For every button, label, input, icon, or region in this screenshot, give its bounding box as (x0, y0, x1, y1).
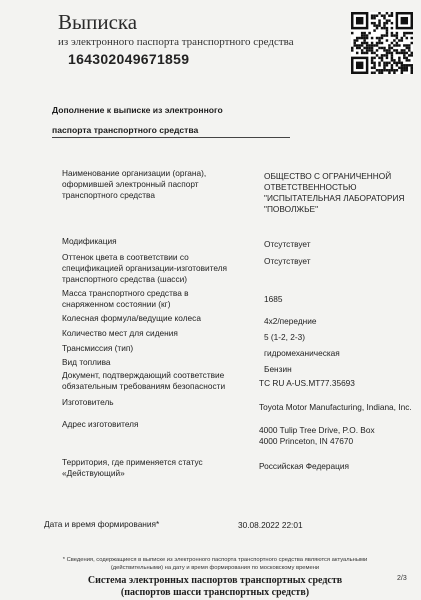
row-label-mass: Масса транспортного средства в снаряженном состоянии (кг) (62, 288, 189, 309)
row-label-color: Оттенок цвета в соответствии со спецификацией организации-изготовителя транспортного средства (шасси) (62, 252, 228, 284)
row-value-mass: 1685 (264, 294, 283, 304)
row-value-organization: ОБЩЕСТВО С ОГРАНИЧЕННОЙ ОТВЕТСТВЕННОСТЬЮ "ИСПЫТАТЕЛЬНАЯ ЛАБОРАТОРИЯ "ПОВОЛЖЬЕ" (264, 171, 405, 214)
document-number: 164302049671859 (68, 51, 190, 67)
addendum-line-2: паспорта транспортного средства (52, 125, 199, 135)
row-label-seats: Количество мест для сидения (62, 328, 178, 338)
row-label-modification: Модификация (62, 236, 117, 246)
row-value-manufacturer-address: 4000 Tulip Tree Drive, P.O. Box 4000 Princeton, IN 47670 (259, 425, 375, 446)
row-value-modification: Отсутствует (264, 239, 311, 249)
footnote: * Сведения, содержащиеся в выписке из электронного паспорта транспортного средства являются актуальными (действительными) на дату и время формирования по московскому времени (62, 557, 368, 571)
row-value-conformity-doc: TC RU A-US.MT77.35693 (259, 378, 355, 388)
page-number: 2/3 (397, 575, 407, 582)
addendum-line-1: Дополнение к выписке из электронного (52, 105, 223, 115)
row-label-conformity-doc: Документ, подтверждающий соответствие обязательным требованиям безопасности (62, 370, 226, 391)
system-name-line-2: (паспортов шасси транспортных средств) (120, 587, 310, 598)
row-value-manufacturer: Toyota Motor Manufacturing, Indiana, Inc. (259, 402, 412, 412)
row-label-manufacturer-address: Адрес изготовителя (62, 419, 139, 429)
row-label-fuel: Вид топлива (62, 357, 111, 367)
document-title: Выписка (58, 10, 138, 34)
row-label-territory: Территория, где применяется статус «Действующий» (62, 457, 203, 478)
formed-datetime-label: Дата и время формирования* (44, 519, 160, 529)
row-value-color: Отсутствует (264, 256, 311, 266)
row-value-wheel-formula: 4x2/передние (264, 316, 317, 326)
system-name (60, 575, 370, 599)
document-subtitle: из электронного паспорта транспортного средства (58, 36, 294, 48)
row-value-fuel: Бензин (264, 364, 292, 374)
formed-datetime-value: 30.08.2022 22:01 (238, 520, 303, 530)
row-label-manufacturer: Изготовитель (62, 397, 114, 407)
row-label-wheel-formula: Колесная формула/ведущие колеса (62, 313, 201, 323)
row-value-territory: Российская Федерация (259, 461, 350, 471)
addendum-divider (52, 137, 290, 138)
system-name-line-1: Система электронных паспортов транспортных средств (87, 575, 343, 586)
row-value-transmission: гидромеханическая (264, 348, 340, 358)
row-label-transmission: Трансмиссия (тип) (62, 343, 134, 353)
qr-code-icon (351, 12, 413, 74)
row-value-seats: 5 (1-2, 2-3) (264, 332, 306, 342)
row-label-organization: Наименование организации (органа), оформившей электронный паспорт транспортного средства (62, 168, 207, 200)
addendum-heading (52, 100, 252, 140)
